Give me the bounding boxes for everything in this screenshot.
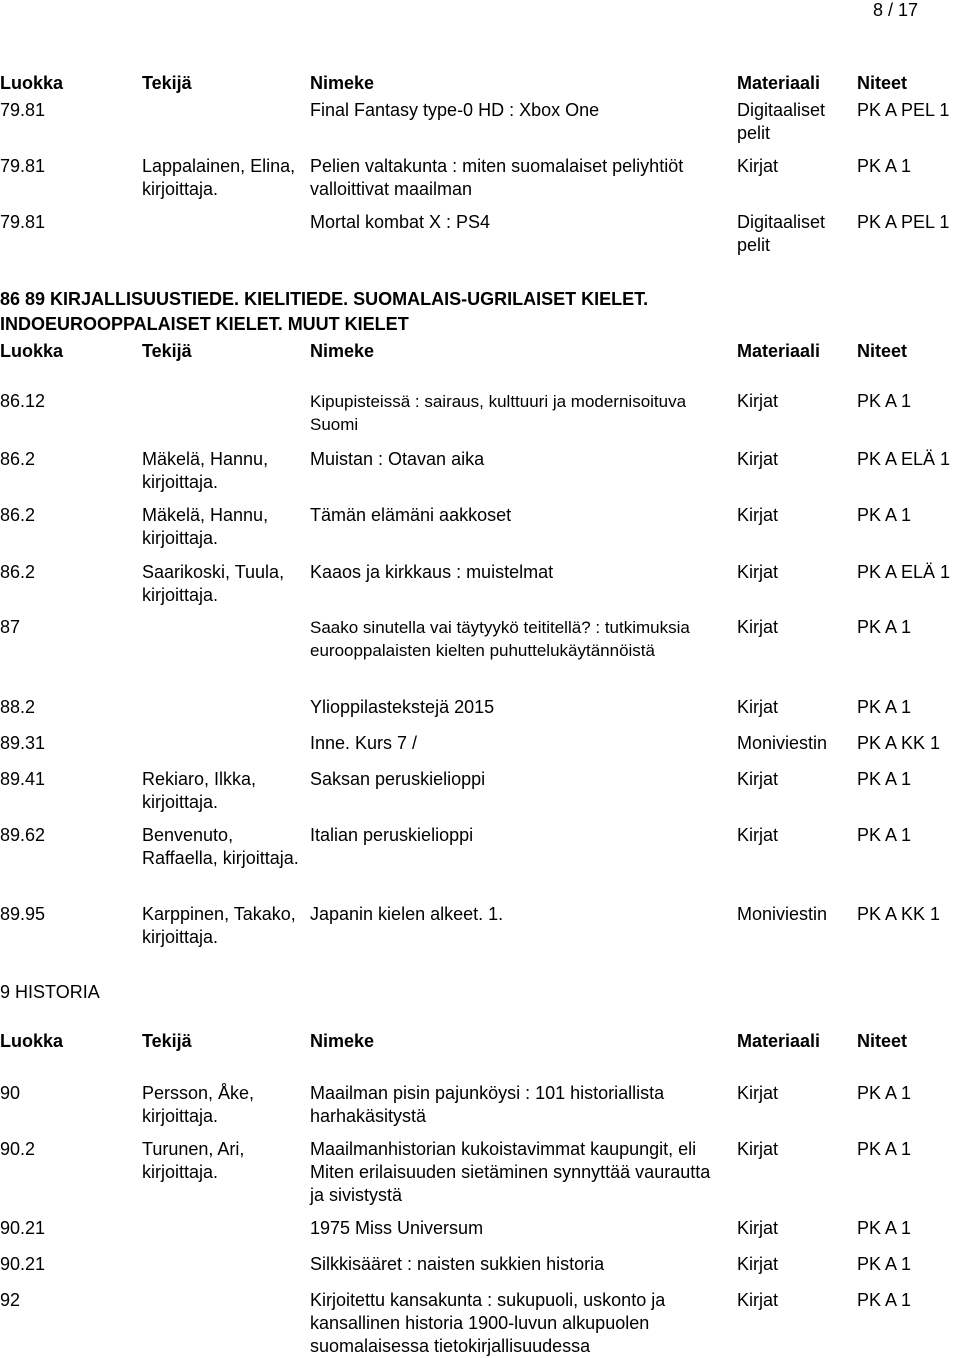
page-number: 8 / 17 — [872, 0, 918, 20]
cell-tekija: Benvenuto, Raffaella, kirjoittaja. — [142, 825, 299, 868]
cell-nimeke: Ylioppilastekstejä 2015 — [310, 697, 495, 717]
cell-materiaali: Kirjat — [737, 617, 779, 637]
cell-tekija: Turunen, Ari, kirjoittaja. — [142, 1139, 245, 1182]
cell-niteet: PK A 1 — [857, 156, 912, 176]
cell-luokka: 90.21 — [0, 1218, 46, 1238]
cell-nimeke: Mortal kombat X : PS4 — [310, 212, 491, 232]
cell-nimeke: Kipupisteissä : sairaus, kulttuuri ja modernisoituva Suomi — [310, 392, 687, 434]
cell-luokka: 87 — [0, 617, 21, 637]
cell-materiaali: Digitaaliset pelit — [737, 212, 826, 255]
section-title: INDOEUROOPPALAISET KIELET. MUUT KIELET — [0, 314, 409, 334]
cell-tekija: Karppinen, Takako, kirjoittaja. — [142, 904, 296, 947]
cell-materiaali: Kirjat — [737, 825, 779, 845]
table-header — [0, 1030, 960, 1052]
section-title: 86 89 KIRJALLISUUSTIEDE. KIELITIEDE. SUOMALAIS-UGRILAISET KIELET. — [0, 289, 649, 309]
col-materiaali: Materiaali — [737, 1031, 821, 1051]
col-nimeke: Nimeke — [310, 1031, 375, 1051]
col-tekija: Tekijä — [142, 73, 192, 93]
cell-nimeke: Italian peruskielioppi — [310, 825, 474, 845]
table-header — [0, 340, 960, 362]
cell-nimeke: Kaaos ja kirkkaus : muistelmat — [310, 562, 554, 582]
cell-niteet: PK A PEL 1 — [857, 100, 950, 120]
cell-nimeke: Pelien valtakunta : miten suomalaiset peliyhtiöt valloittivat maailman — [310, 156, 684, 199]
cell-niteet: PK A 1 — [857, 505, 912, 525]
cell-niteet: PK A 1 — [857, 1218, 912, 1238]
cell-luokka: 89.31 — [0, 733, 46, 753]
cell-niteet: PK A PEL 1 — [857, 212, 950, 232]
cell-nimeke: Saksan peruskielioppi — [310, 769, 486, 789]
cell-materiaali: Kirjat — [737, 562, 779, 582]
cell-luokka: 86.2 — [0, 562, 36, 582]
cell-luokka: 86.2 — [0, 449, 36, 469]
col-tekija: Tekijä — [142, 341, 192, 361]
cell-materiaali: Kirjat — [737, 505, 779, 525]
cell-nimeke: Saako sinutella vai täytyykö teititellä? : tutkimuksia eurooppalaisten kielten puhuttelukäytännöistä — [310, 618, 690, 660]
cell-nimeke: 1975 Miss Universum — [310, 1218, 484, 1238]
col-nimeke: Nimeke — [310, 73, 375, 93]
cell-tekija: Rekiaro, Ilkka, kirjoittaja. — [142, 769, 257, 812]
col-luokka: Luokka — [0, 1031, 64, 1051]
cell-luokka: 79.81 — [0, 212, 46, 232]
cell-niteet: PK A 1 — [857, 1083, 912, 1103]
cell-nimeke: Japanin kielen alkeet. 1. — [310, 904, 504, 924]
cell-luokka: 89.62 — [0, 825, 46, 845]
cell-niteet: PK A KK 1 — [857, 733, 941, 753]
cell-materiaali: Moniviestin — [737, 733, 828, 753]
cell-niteet: PK A ELÄ 1 — [857, 562, 951, 582]
table-header — [0, 72, 960, 94]
cell-materiaali: Kirjat — [737, 449, 779, 469]
cell-materiaali: Kirjat — [737, 391, 779, 411]
cell-materiaali: Kirjat — [737, 1254, 779, 1274]
cell-tekija: Mäkelä, Hannu, kirjoittaja. — [142, 449, 269, 492]
cell-materiaali: Digitaaliset pelit — [737, 100, 826, 143]
cell-luokka: 90.2 — [0, 1139, 36, 1159]
cell-materiaali: Kirjat — [737, 156, 779, 176]
cell-tekija: Saarikoski, Tuula, kirjoittaja. — [142, 562, 285, 605]
cell-nimeke: Tämän elämäni aakkoset — [310, 505, 512, 525]
cell-materiaali: Kirjat — [737, 1139, 779, 1159]
col-niteet: Niteet — [857, 341, 908, 361]
cell-luokka: 89.95 — [0, 904, 46, 924]
col-niteet: Niteet — [857, 1031, 908, 1051]
col-tekija: Tekijä — [142, 1031, 192, 1051]
cell-materiaali: Kirjat — [737, 1218, 779, 1238]
cell-niteet: PK A 1 — [857, 825, 912, 845]
cell-niteet: PK A 1 — [857, 1254, 912, 1274]
cell-materiaali: Kirjat — [737, 1083, 779, 1103]
cell-luokka: 86.2 — [0, 505, 36, 525]
cell-niteet: PK A 1 — [857, 769, 912, 789]
col-luokka: Luokka — [0, 73, 64, 93]
cell-materiaali: Moniviestin — [737, 904, 828, 924]
cell-niteet: PK A 1 — [857, 617, 912, 637]
cell-tekija: Mäkelä, Hannu, kirjoittaja. — [142, 505, 269, 548]
cell-niteet: PK A 1 — [857, 391, 912, 411]
cell-niteet: PK A 1 — [857, 1139, 912, 1159]
cell-nimeke: Maailmanhistorian kukoistavimmat kaupungit, eli Miten erilaisuuden sietäminen synnyttää vaurautta ja sivistystä — [310, 1139, 711, 1205]
cell-materiaali: Kirjat — [737, 769, 779, 789]
cell-luokka: 90.21 — [0, 1254, 46, 1274]
cell-niteet: PK A 1 — [857, 697, 912, 717]
cell-luokka: 79.81 — [0, 100, 46, 120]
cell-nimeke: Muistan : Otavan aika — [310, 449, 485, 469]
section-title: 9 HISTORIA — [0, 982, 100, 1002]
cell-tekija: Persson, Åke, kirjoittaja. — [142, 1083, 255, 1126]
cell-luokka: 79.81 — [0, 156, 46, 176]
cell-nimeke: Kirjoitettu kansakunta : sukupuoli, uskonto ja kansallinen historia 1900-luvun alkupuolen suomalaisessa tietokirjallisuudessa — [310, 1290, 666, 1356]
cell-materiaali: Kirjat — [737, 697, 779, 717]
cell-nimeke: Inne. Kurs 7 / — [310, 733, 418, 753]
cell-tekija: Lappalainen, Elina, kirjoittaja. — [142, 156, 296, 199]
col-luokka: Luokka — [0, 341, 64, 361]
cell-luokka: 90 — [0, 1083, 21, 1103]
col-niteet: Niteet — [857, 73, 908, 93]
cell-luokka: 89.41 — [0, 769, 46, 789]
cell-niteet: PK A ELÄ 1 — [857, 449, 951, 469]
cell-nimeke: Final Fantasy type-0 HD : Xbox One — [310, 100, 600, 120]
cell-luokka: 86.12 — [0, 391, 46, 411]
cell-niteet: PK A KK 1 — [857, 904, 941, 924]
col-materiaali: Materiaali — [737, 341, 821, 361]
cell-luokka: 92 — [0, 1290, 21, 1310]
cell-luokka: 88.2 — [0, 697, 36, 717]
cell-nimeke: Silkkisääret : naisten sukkien historia — [310, 1254, 605, 1274]
cell-materiaali: Kirjat — [737, 1290, 779, 1310]
col-materiaali: Materiaali — [737, 73, 821, 93]
col-nimeke: Nimeke — [310, 341, 375, 361]
cell-niteet: PK A 1 — [857, 1290, 912, 1310]
cell-nimeke: Maailman pisin pajunköysi : 101 historiallista harhakäsitystä — [310, 1083, 665, 1126]
